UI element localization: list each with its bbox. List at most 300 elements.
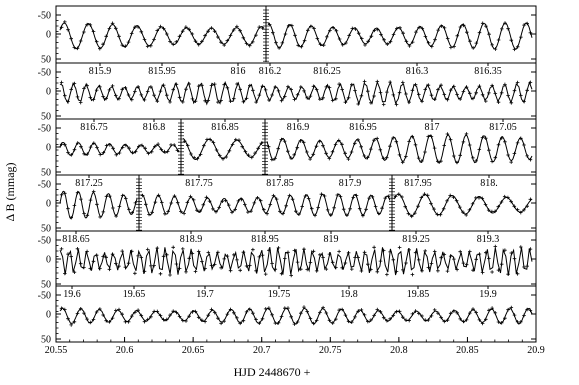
data-point <box>452 257 456 261</box>
data-point <box>452 309 456 313</box>
data-point <box>108 27 112 31</box>
data-point <box>487 257 491 261</box>
data-point <box>306 29 310 33</box>
x-tick-label: 20.75 <box>319 345 342 356</box>
segment-tick-label: 816.25 <box>313 66 341 77</box>
data-point <box>189 152 193 156</box>
data-point <box>114 27 118 31</box>
data-point <box>325 35 329 39</box>
y-tick-label: -50 <box>37 10 51 22</box>
data-point <box>95 253 99 257</box>
data-point <box>95 88 99 92</box>
data-point <box>382 103 386 107</box>
data-point <box>392 93 396 97</box>
data-point <box>392 258 396 262</box>
data-point <box>274 41 278 45</box>
data-point <box>430 45 434 49</box>
data-point <box>318 253 322 257</box>
data-point <box>395 140 399 144</box>
data-point <box>264 307 268 311</box>
data-point <box>363 80 367 84</box>
data-point <box>494 245 498 249</box>
data-point <box>446 269 450 273</box>
data-point <box>500 27 504 31</box>
data-point <box>416 204 420 208</box>
data-point <box>372 94 376 98</box>
data-point <box>529 309 533 313</box>
data-point <box>407 140 411 144</box>
data-point <box>490 270 494 274</box>
data-point <box>127 93 131 97</box>
data-point <box>79 39 83 43</box>
data-point <box>202 203 206 207</box>
data-point <box>281 41 285 45</box>
data-point <box>229 269 233 273</box>
data-point <box>513 48 517 52</box>
data-point <box>494 156 498 160</box>
data-point <box>69 88 73 92</box>
data-point <box>366 89 370 93</box>
data-point <box>404 155 408 159</box>
data-point <box>455 93 459 97</box>
data-point <box>265 212 269 216</box>
data-point <box>320 192 324 196</box>
data-point <box>226 312 230 316</box>
data-point <box>353 89 357 93</box>
data-point <box>213 82 217 86</box>
data-point <box>140 30 144 34</box>
data-point <box>169 143 173 147</box>
segment-tick-label: 816.95 <box>349 122 377 133</box>
data-point <box>474 258 478 262</box>
data-point <box>465 30 469 34</box>
data-point <box>385 273 389 277</box>
data-point <box>465 263 469 267</box>
data-point <box>229 99 233 103</box>
data-point <box>66 207 70 211</box>
data-point <box>162 255 166 259</box>
data-point <box>63 192 67 196</box>
data-point <box>95 146 99 150</box>
segment-tick-label: 817.25 <box>75 178 103 189</box>
segment-tick-label: 19.75 <box>267 289 291 300</box>
data-point <box>79 101 83 105</box>
data-point <box>149 44 153 48</box>
data-point <box>159 272 163 276</box>
data-point <box>264 88 268 92</box>
segment-tick-label: 818.9 <box>179 234 203 245</box>
data-point <box>184 319 188 323</box>
data-point <box>269 203 273 207</box>
data-point <box>82 30 86 34</box>
data-point <box>127 320 131 324</box>
data-point <box>516 208 520 212</box>
segment-tick-label: 815.9 <box>88 66 112 77</box>
data-point <box>497 38 501 42</box>
data-point <box>475 41 479 45</box>
data-point <box>178 96 182 100</box>
data-point <box>98 153 102 157</box>
y-tick-label: 50 <box>41 334 51 346</box>
y-tick-label: 0 <box>46 86 51 98</box>
data-point <box>347 34 351 38</box>
data-point <box>448 194 452 198</box>
segment-tick-label: 818.95 <box>251 234 279 245</box>
y-tick-label: -50 <box>37 290 51 302</box>
data-point <box>478 31 482 35</box>
data-point <box>503 140 507 144</box>
data-point <box>152 264 156 268</box>
data-point <box>150 150 154 154</box>
x-tick-label: 20.7 <box>252 345 271 356</box>
data-point <box>516 141 520 145</box>
data-point <box>63 272 67 276</box>
y-tick-label: 0 <box>46 198 51 210</box>
data-point <box>433 250 437 254</box>
data-point <box>284 32 288 36</box>
data-point <box>101 95 105 99</box>
data-point <box>79 262 83 266</box>
data-point <box>170 201 174 205</box>
data-point <box>147 213 151 217</box>
x-tick-label: 20.85 <box>456 345 479 356</box>
data-point <box>69 255 73 259</box>
data-point <box>286 306 290 310</box>
y-tick-label: 50 <box>41 167 51 179</box>
segment-tick-label: 19.6 <box>63 289 81 300</box>
data-point <box>131 151 135 155</box>
data-point <box>127 40 131 44</box>
data-point <box>458 154 462 158</box>
data-point <box>108 268 112 272</box>
data-point <box>478 148 482 152</box>
segment-tick-label: 816.8 <box>142 122 166 133</box>
data-point <box>326 208 330 212</box>
data-point <box>283 257 287 261</box>
data-point <box>146 45 150 49</box>
segment-tick-label: 819.25 <box>402 234 430 245</box>
data-point <box>63 94 67 98</box>
data-point <box>342 207 346 211</box>
segment-tick-label: 816 <box>230 66 246 77</box>
data-point <box>309 94 313 98</box>
data-point <box>79 197 83 201</box>
data-point <box>440 24 444 28</box>
data-point <box>529 158 533 162</box>
data-point <box>187 257 191 261</box>
data-point <box>160 201 164 205</box>
data-point <box>184 87 188 91</box>
data-point <box>152 93 156 97</box>
segment-tick-label: 819.3 <box>476 234 500 245</box>
data-point <box>152 38 156 42</box>
data-point <box>101 255 105 259</box>
data-point <box>424 35 428 39</box>
data-point <box>229 34 233 38</box>
y-tick-label: 0 <box>46 29 51 41</box>
data-point <box>522 143 526 147</box>
data-point <box>127 261 131 265</box>
data-point <box>253 201 257 205</box>
data-point <box>258 255 262 259</box>
chart-panels <box>60 20 532 327</box>
data-point <box>118 151 122 155</box>
data-point <box>347 251 351 255</box>
data-point <box>398 153 402 157</box>
data-point <box>426 194 430 198</box>
data-point <box>375 137 379 141</box>
data-point <box>184 270 188 274</box>
data-point <box>261 253 265 257</box>
data-point <box>404 261 408 265</box>
data-point <box>118 205 122 209</box>
model-curve <box>60 191 137 218</box>
data-point <box>243 203 247 207</box>
data-point <box>407 319 411 323</box>
segment-tick-label: 19.9 <box>479 289 497 300</box>
data-point <box>318 311 322 315</box>
data-point <box>219 266 223 270</box>
data-point <box>490 160 494 164</box>
data-point <box>398 246 402 250</box>
x-tick-label: 20.6 <box>115 345 134 356</box>
data-point <box>525 264 529 268</box>
segment-tick-label: 816.85 <box>211 122 239 133</box>
data-point <box>89 321 93 325</box>
data-point <box>372 246 376 250</box>
data-point <box>181 247 185 251</box>
data-point <box>258 93 262 97</box>
data-point <box>433 146 437 150</box>
data-point <box>238 269 242 273</box>
data-point <box>449 46 453 50</box>
y-tick-label: -50 <box>37 179 51 191</box>
data-point <box>331 99 335 103</box>
data-point <box>175 262 179 266</box>
data-point <box>117 308 121 312</box>
data-point <box>506 272 510 276</box>
data-point <box>284 204 288 208</box>
panel-row-3 <box>60 119 532 164</box>
data-point <box>398 310 402 314</box>
data-point <box>439 213 443 217</box>
data-point <box>222 257 226 261</box>
data-point <box>92 260 96 264</box>
data-point <box>238 88 242 92</box>
data-point <box>484 136 488 140</box>
segment-tick-label: 817.75 <box>185 178 213 189</box>
data-point <box>433 38 437 42</box>
data-point <box>165 32 169 36</box>
data-point <box>509 160 513 164</box>
x-axis-label: HJD 2448670 + <box>233 365 311 379</box>
data-point <box>102 210 106 214</box>
data-point <box>98 215 102 219</box>
data-point <box>522 314 526 318</box>
data-point <box>423 249 427 253</box>
data-point <box>305 310 309 314</box>
y-tick-label: 50 <box>41 54 51 66</box>
data-point <box>367 196 371 200</box>
y-tick-label: -50 <box>37 235 51 247</box>
data-point <box>124 320 128 324</box>
segment-tick-label: 818.65 <box>62 234 90 245</box>
data-point <box>315 269 319 273</box>
data-point <box>500 262 504 266</box>
data-point <box>478 252 482 256</box>
data-point <box>182 212 186 216</box>
data-point <box>89 198 93 202</box>
segment-tick-label: 816.2 <box>258 66 282 77</box>
y-axis-label: Δ B (mmag) <box>3 162 17 222</box>
data-point <box>363 154 367 158</box>
data-point <box>73 204 77 208</box>
data-point <box>462 140 466 144</box>
data-point <box>168 100 172 104</box>
data-point <box>111 206 115 210</box>
data-point <box>506 153 510 157</box>
data-point <box>291 197 295 201</box>
data-point <box>374 205 378 209</box>
data-point <box>442 207 446 211</box>
data-point <box>324 152 328 156</box>
data-point <box>510 38 514 42</box>
data-point <box>293 34 297 38</box>
data-point <box>423 150 427 154</box>
data-point <box>510 101 514 105</box>
segment-tick-label: 817.05 <box>489 122 517 133</box>
segment-tick-label: 817.85 <box>266 178 294 189</box>
data-point <box>525 154 529 158</box>
data-point <box>95 203 99 207</box>
data-point <box>468 143 472 147</box>
data-point <box>299 267 303 271</box>
data-point <box>318 140 322 144</box>
data-point <box>411 273 415 277</box>
panel-row-2 <box>60 63 532 106</box>
y-tick-label: 0 <box>46 142 51 154</box>
data-point <box>210 26 214 30</box>
data-point <box>363 251 367 255</box>
data-point <box>376 270 380 274</box>
data-point <box>76 95 80 99</box>
data-point <box>452 154 456 158</box>
data-point <box>133 272 137 276</box>
panel-row-5 <box>60 231 532 277</box>
data-point <box>392 33 396 37</box>
y-tick-label: 50 <box>41 111 51 123</box>
data-point <box>165 93 169 97</box>
data-point <box>150 211 154 215</box>
data-point <box>449 254 453 258</box>
data-point <box>513 257 517 261</box>
data-point <box>481 271 485 275</box>
data-point <box>430 262 434 266</box>
data-point <box>283 306 287 310</box>
data-point <box>264 272 268 276</box>
data-point <box>529 198 533 202</box>
data-point <box>388 80 392 84</box>
data-point <box>462 90 466 94</box>
data-point <box>379 259 383 263</box>
data-point <box>417 156 421 160</box>
data-point <box>312 85 316 89</box>
data-point <box>280 315 284 319</box>
data-point <box>494 92 498 96</box>
data-point <box>247 153 251 157</box>
data-point <box>468 92 472 96</box>
data-point <box>506 94 510 98</box>
data-point <box>271 31 275 35</box>
data-point <box>446 37 450 41</box>
data-point <box>203 320 207 324</box>
data-point <box>296 260 300 264</box>
data-point <box>108 88 112 92</box>
data-point <box>506 27 510 31</box>
data-point <box>334 143 338 147</box>
data-point <box>69 37 73 41</box>
data-point <box>358 207 362 211</box>
data-point <box>73 148 77 152</box>
data-point <box>140 93 144 97</box>
data-point <box>449 138 453 142</box>
data-point <box>232 97 236 101</box>
segment-tick-label: 817.95 <box>404 178 432 189</box>
data-point <box>274 321 278 325</box>
data-point <box>124 265 128 269</box>
data-point <box>69 323 73 327</box>
data-point <box>497 143 501 147</box>
data-point <box>513 152 517 156</box>
data-point <box>316 206 320 210</box>
data-point <box>322 43 326 47</box>
data-point <box>360 269 364 273</box>
panel-row-4 <box>60 175 532 220</box>
data-point <box>427 266 431 270</box>
data-point <box>340 88 344 92</box>
data-point <box>136 254 140 258</box>
data-point <box>171 88 175 92</box>
x-tick-label: 20.55 <box>44 345 68 356</box>
data-point <box>442 144 446 148</box>
data-point <box>487 91 491 95</box>
y-tick-label: 0 <box>46 254 51 266</box>
data-point <box>159 89 163 93</box>
data-point <box>293 98 297 102</box>
segment-tick-label: 817.9 <box>338 178 362 189</box>
data-point <box>127 208 131 212</box>
data-point <box>299 85 303 89</box>
panel-row-6 <box>60 286 532 327</box>
data-point <box>339 195 343 199</box>
data-point <box>337 250 341 254</box>
segment-tick-label: 19.85 <box>406 289 430 300</box>
data-point <box>143 38 147 42</box>
data-point <box>350 267 354 271</box>
segment-tick-label: 816.75 <box>80 122 108 133</box>
data-point <box>140 256 144 260</box>
data-point <box>519 35 523 39</box>
data-point <box>494 47 498 51</box>
data-point <box>487 309 491 313</box>
data-point <box>124 44 128 48</box>
data-point <box>452 45 456 49</box>
data-point <box>430 93 434 97</box>
segment-tick-label: 816.9 <box>286 122 310 133</box>
data-point <box>257 25 261 29</box>
data-point <box>321 256 325 260</box>
data-point <box>163 212 167 216</box>
